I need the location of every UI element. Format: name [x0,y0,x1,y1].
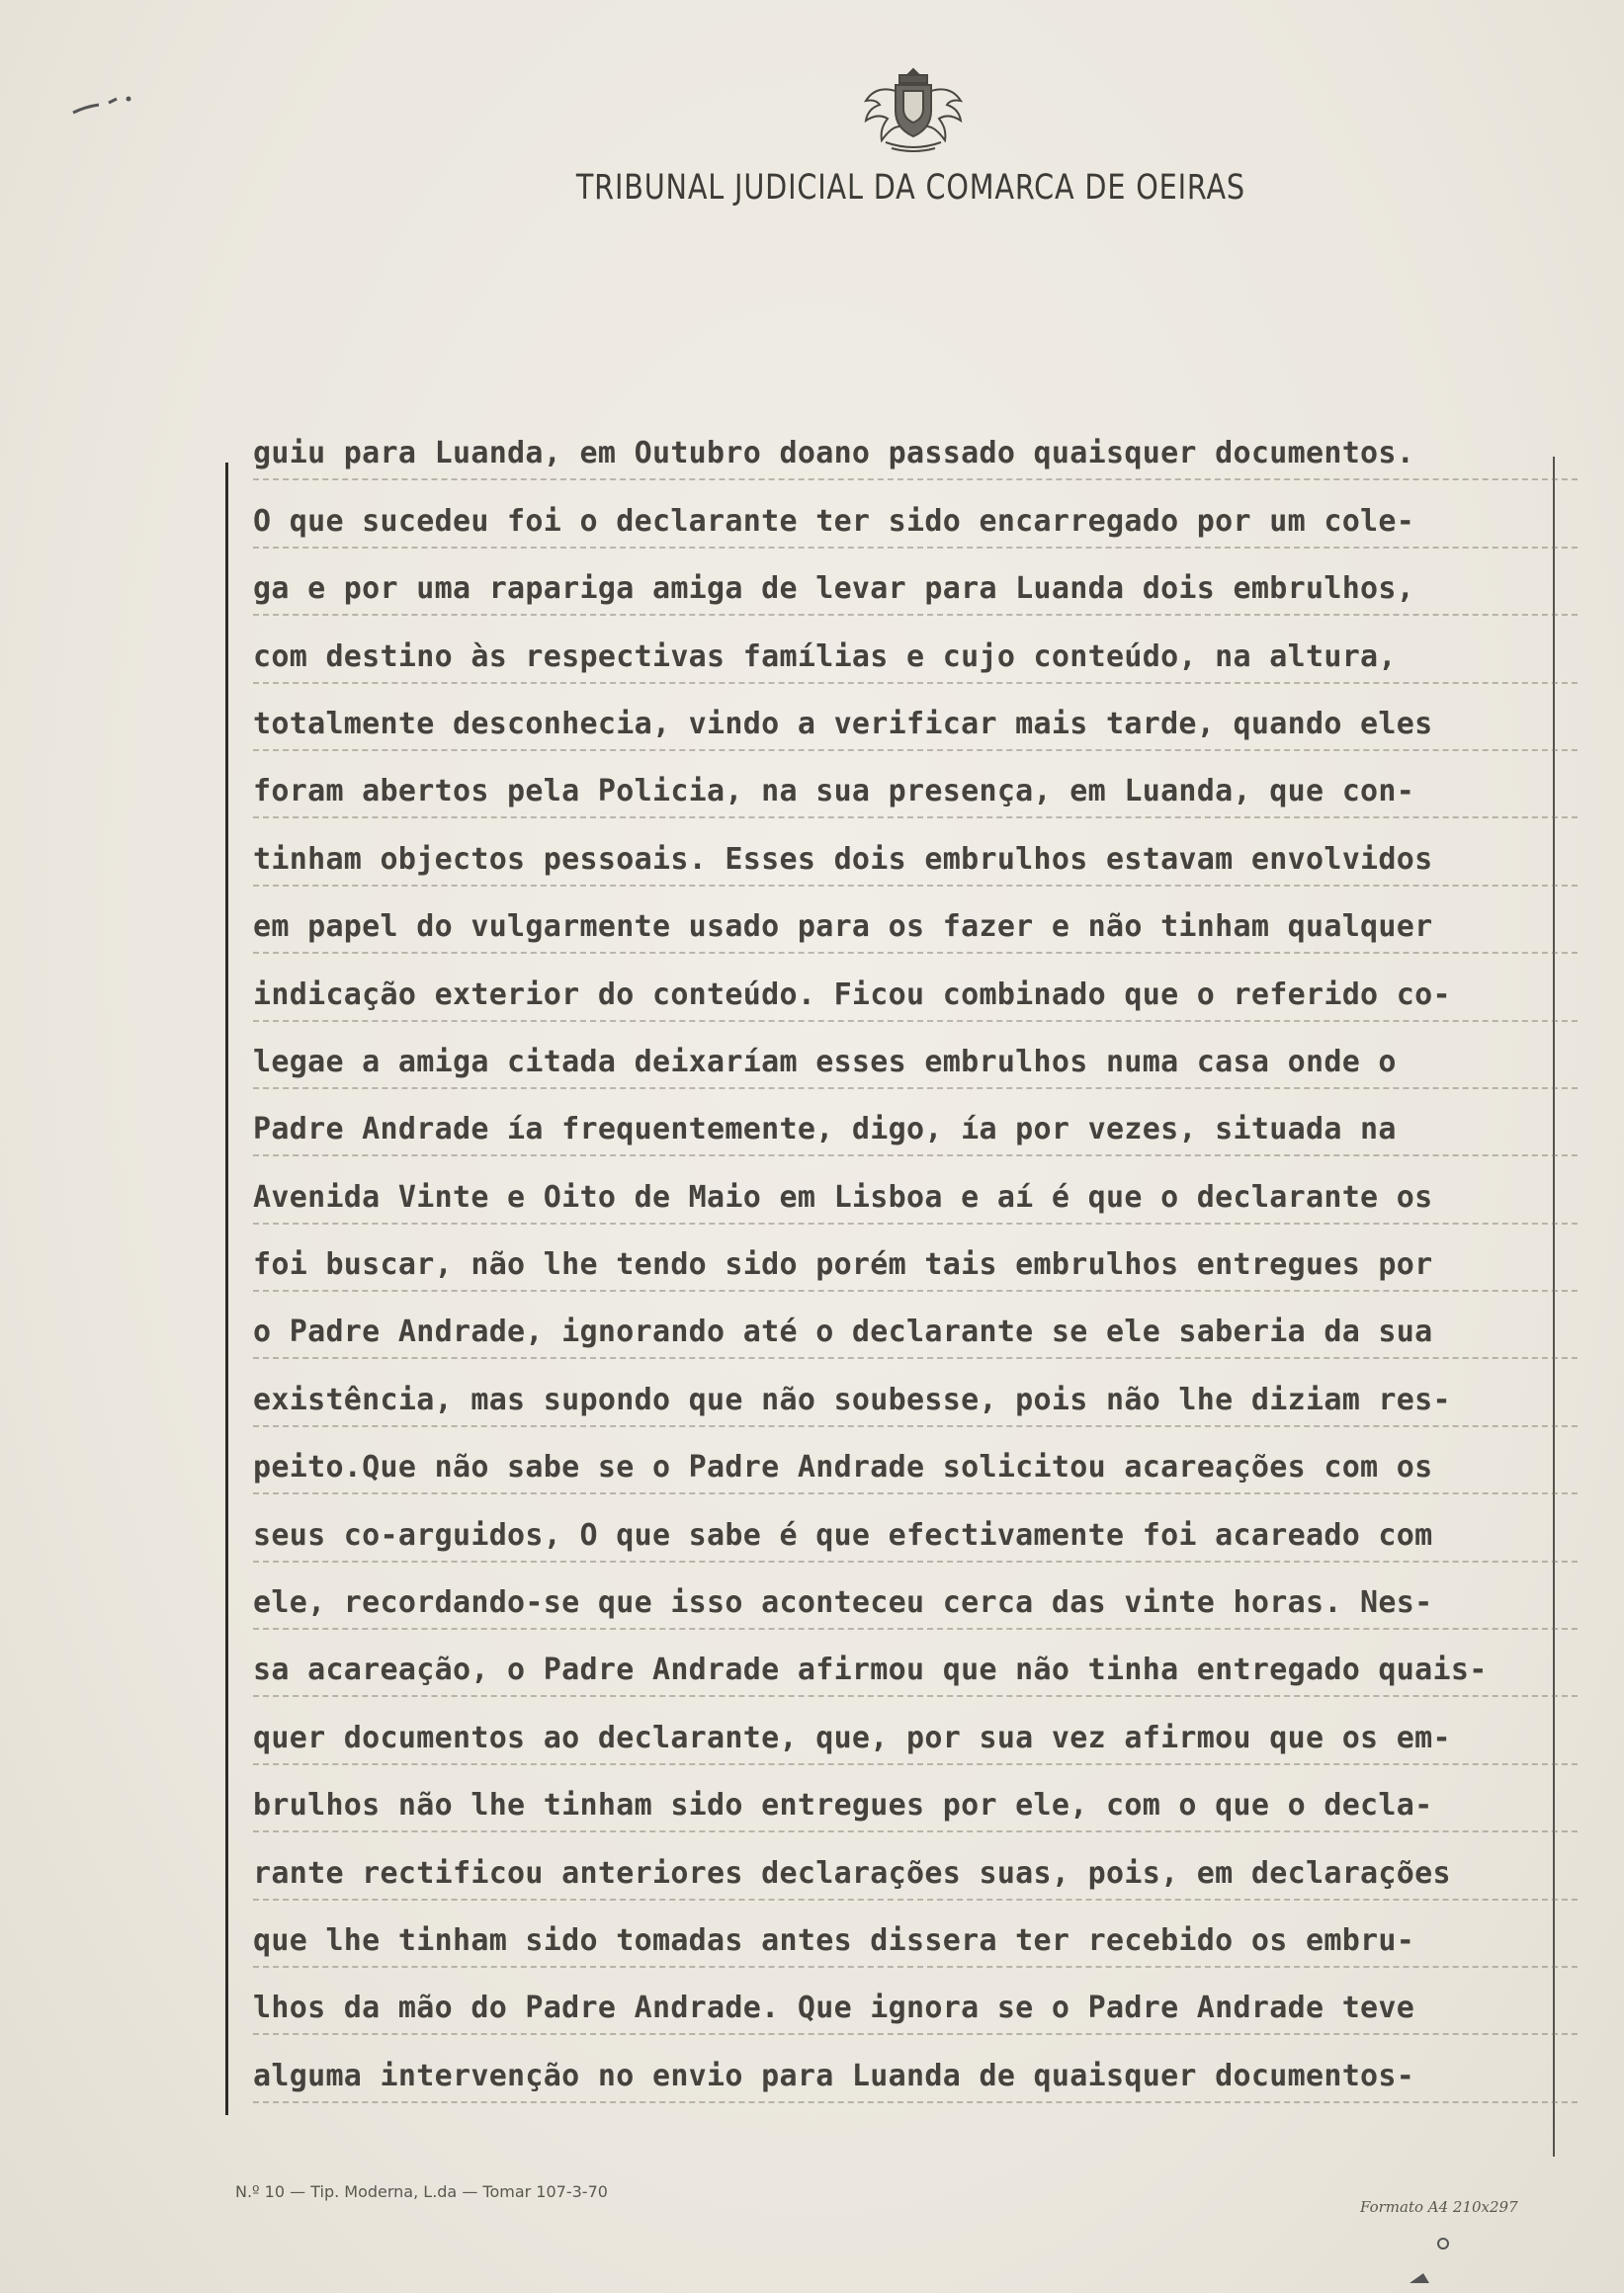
text-line-content: ele, recordando-se que isso aconteceu cerca das vinte horas. Nes- [253,1585,1433,1621]
text-line [253,684,1578,751]
text-line-content: foi buscar, não lhe tendo sido porém tais embrulhos entregues por [253,1247,1433,1283]
text-line-content: totalmente desconhecia, vindo a verificar mais tarde, quando eles [253,706,1433,741]
text-line-content: guiu para Luanda, em Outubro doano passado quaisquer documentos. [253,436,1415,471]
text-line [253,1292,1578,1359]
text-line [253,751,1578,818]
text-line [253,1563,1578,1630]
text-line [253,887,1578,954]
text-line-content: lhos da mão do Padre Andrade. Que ignora se o Padre Andrade teve [253,1991,1415,2026]
text-line [253,1697,1578,1764]
text-line-content: O que sucedeu foi o declarante ter sido encarregado por um cole- [253,503,1415,539]
text-line-content: rante rectificou anteriores declarações suas, pois, em declarações [253,1855,1451,1891]
text-line-content: em papel do vulgarmente usado para os fazer e não tinham qualquer [253,909,1433,945]
text-line [253,616,1578,683]
text-line-content: tinham objectos pessoais. Esses dois embrulhos estavam envolvidos [253,841,1433,877]
typed-text-body [253,413,1578,2103]
text-line-content: brulhos não lhe tinham sido entregues por ele, com o que o decla- [253,1788,1433,1824]
text-line [253,1022,1578,1089]
text-line [253,1359,1578,1426]
text-line [253,1427,1578,1494]
paper-format-note: Formato A4 210x297 [1360,2198,1518,2216]
text-line [253,413,1578,480]
text-line-content: alguma intervenção no envio para Luanda de quaisquer documentos- [253,2058,1415,2093]
coat-of-arms-icon [856,61,971,156]
text-line-content: Avenida Vinte e Oito de Maio em Lisboa e aí é que o declarante os [253,1179,1433,1215]
text-line-content: existência, mas supondo que não soubesse, pois não lhe diziam res- [253,1382,1451,1417]
text-line-content: legae a amiga citada deixaríam esses embrulhos numa casa onde o [253,1044,1397,1079]
text-line [253,1225,1578,1292]
text-line-content: com destino às respectivas famílias e cujo conteúdo, na altura, [253,638,1397,674]
text-line-content: ga e por uma rapariga amiga de levar para Luanda dois embrulhos, [253,571,1415,607]
text-line [253,480,1578,548]
text-line [253,1494,1578,1562]
text-line-content: foram abertos pela Policia, na sua presença, em Luanda, que con- [253,774,1415,809]
ink-smudge [69,91,138,121]
court-title: TRIBUNAL JUDICIAL DA COMARCA DE OEIRAS [575,168,1245,208]
text-line-content: sa acareação, o Padre Andrade afirmou que não tinha entregado quais- [253,1653,1488,1688]
printer-imprint: N.º 10 — Tip. Moderna, L.da — Tomar 107-3-70 [235,2182,608,2201]
text-line [253,818,1578,886]
text-line [253,1968,1578,2035]
text-line-content: Padre Andrade ía frequentemente, digo, ía por vezes, situada na [253,1112,1397,1147]
text-line [253,1630,1578,1697]
text-line [253,1156,1578,1224]
text-line [253,1832,1578,1900]
text-line-content: peito.Que não sabe se o Padre Andrade solicitou acareações com os [253,1450,1433,1486]
ink-smudge [1394,2234,1463,2293]
left-margin-rule [225,463,228,2115]
text-line-content: seus co-arguidos, O que sabe é que efectivamente foi acareado com [253,1517,1433,1553]
text-line-content: quer documentos ao declarante, que, por sua vez afirmou que os em- [253,1720,1451,1755]
text-line [253,954,1578,1021]
text-line [253,1765,1578,1832]
text-line-content: o Padre Andrade, ignorando até o declarante se ele saberia da sua [253,1315,1433,1350]
text-line [253,2035,1578,2102]
text-line [253,549,1578,616]
text-line [253,1089,1578,1156]
text-line-content: indicação exterior do conteúdo. Ficou combinado que o referido co- [253,977,1451,1012]
text-line-content: que lhe tinham sido tomadas antes dissera ter recebido os embru- [253,1922,1415,1958]
text-line [253,1901,1578,1968]
